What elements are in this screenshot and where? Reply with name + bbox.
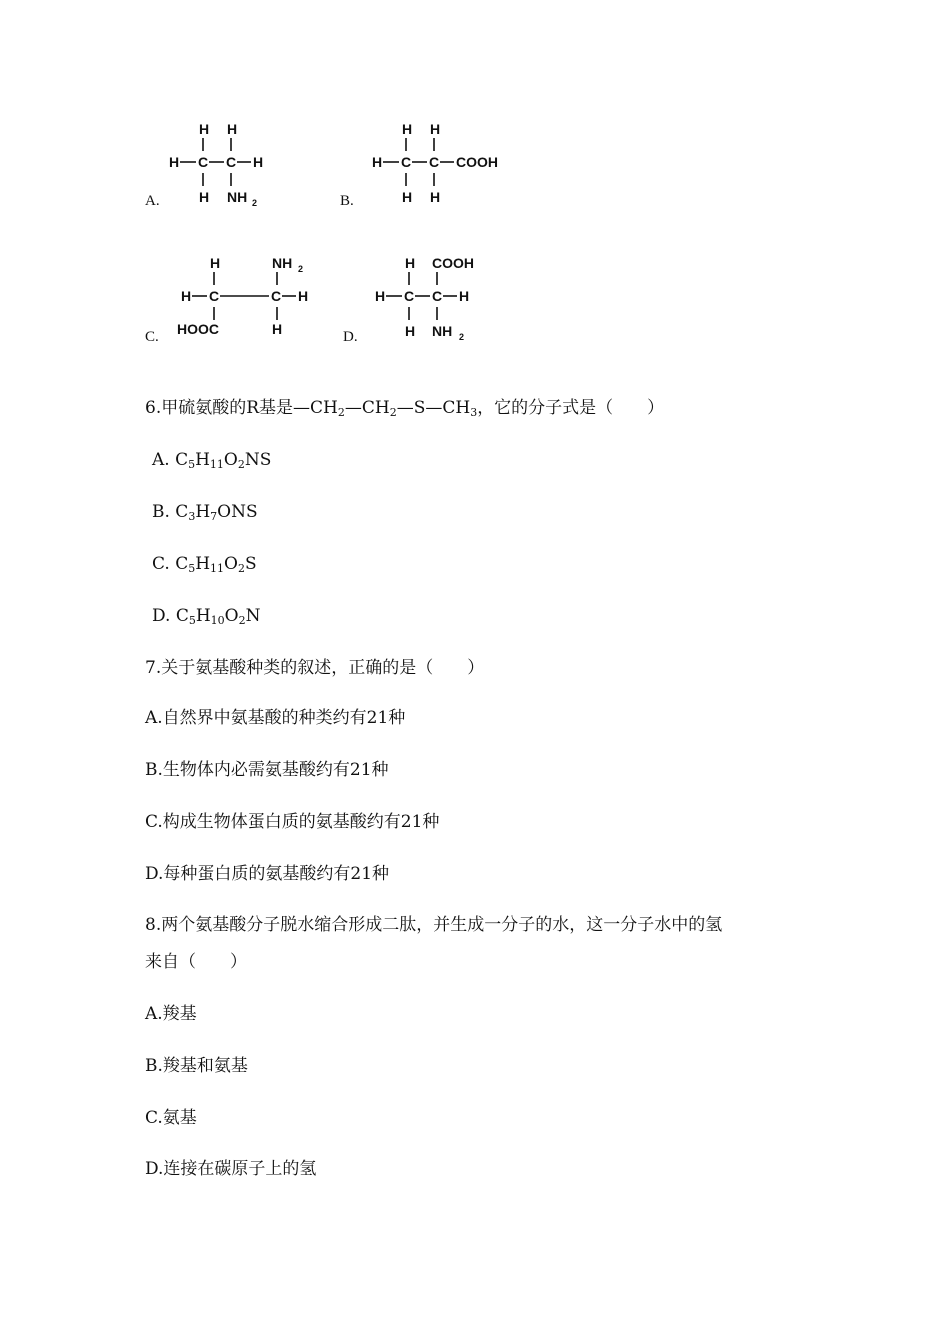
q5-option-c-label: C. bbox=[145, 329, 159, 345]
svg-text:H: H bbox=[272, 321, 283, 337]
svg-text:H: H bbox=[430, 189, 441, 205]
svg-text:C: C bbox=[198, 154, 209, 170]
svg-text:C: C bbox=[209, 288, 220, 304]
svg-text:C: C bbox=[432, 288, 443, 304]
q5-option-d-label: D. bbox=[343, 329, 358, 345]
svg-text:H: H bbox=[298, 288, 309, 304]
q8-stem-line2: 来自（ ） bbox=[145, 952, 247, 972]
svg-text:H: H bbox=[459, 288, 470, 304]
svg-text:C: C bbox=[401, 154, 412, 170]
q8-stem-line1: 8.两个氨基酸分子脱水缩合形成二肽，并生成一分子的水，这一分子水中的氢 bbox=[145, 915, 723, 935]
q5-option-b-label: B. bbox=[340, 193, 354, 209]
q8-option-b: B.羧基和氨基 bbox=[145, 1056, 248, 1076]
svg-text:2: 2 bbox=[252, 198, 258, 208]
svg-text:H: H bbox=[210, 255, 221, 271]
q8-option-a: A.羧基 bbox=[145, 1004, 197, 1024]
svg-text:H: H bbox=[402, 121, 413, 137]
svg-text:H: H bbox=[405, 323, 416, 339]
q7-option-b: B.生物体内必需氨基酸约有21种 bbox=[145, 760, 389, 780]
svg-text:2: 2 bbox=[459, 332, 465, 342]
svg-text:H: H bbox=[405, 255, 416, 271]
svg-text:NH: NH bbox=[227, 189, 248, 205]
q8-option-d: D.连接在碳原子上的氢 bbox=[145, 1159, 317, 1179]
svg-text:H: H bbox=[372, 154, 383, 170]
q7-option-a: A.自然界中氨基酸的种类约有21种 bbox=[145, 708, 406, 728]
svg-text:C: C bbox=[271, 288, 282, 304]
q6-option-b: B. $C_3H_7ONS$ bbox=[152, 502, 258, 523]
q6-option-d: D. $C_5H_{10}O_2N$ bbox=[152, 606, 261, 627]
q5-option-d-structure bbox=[371, 250, 501, 349]
svg-text:H: H bbox=[169, 154, 180, 170]
q6-option-c: C. $C_5H_{11}O_2S$ bbox=[152, 554, 257, 575]
svg-text:H: H bbox=[402, 189, 413, 205]
q5-option-b-structure bbox=[368, 118, 518, 217]
svg-text:NH: NH bbox=[432, 323, 453, 339]
svg-text:NH: NH bbox=[272, 255, 293, 271]
svg-text:H: H bbox=[430, 121, 441, 137]
svg-text:HOOC: HOOC bbox=[177, 321, 219, 337]
q7-option-c: C.构成生物体蛋白质的氨基酸约有21种 bbox=[145, 812, 440, 832]
svg-text:C: C bbox=[404, 288, 415, 304]
svg-text:H: H bbox=[253, 154, 264, 170]
q5-option-c-structure bbox=[175, 250, 325, 349]
svg-text:H: H bbox=[375, 288, 386, 304]
svg-text:COOH: COOH bbox=[432, 255, 474, 271]
q7-stem: 7.关于氨基酸种类的叙述，正确的是（ ） bbox=[145, 658, 485, 678]
svg-text:H: H bbox=[227, 121, 238, 137]
q6-option-a: A. $C_5H_{11}O_2NS$ bbox=[152, 450, 272, 471]
svg-text:H: H bbox=[199, 121, 210, 137]
svg-text:COOH: COOH bbox=[456, 154, 498, 170]
svg-text:2: 2 bbox=[298, 264, 304, 274]
q7-option-d: D.每种蛋白质的氨基酸约有21种 bbox=[145, 864, 390, 884]
q6-stem: 6.甲硫氨酸的R基是$—CH_2—CH_2—S—CH_3$，它的分子式是（ ） bbox=[145, 398, 665, 419]
svg-text:H: H bbox=[199, 189, 210, 205]
svg-text:H: H bbox=[181, 288, 192, 304]
svg-text:C: C bbox=[429, 154, 440, 170]
q5-option-a-label: A. bbox=[145, 193, 160, 209]
q5-option-a-structure bbox=[165, 118, 285, 217]
svg-text:C: C bbox=[226, 154, 237, 170]
q8-option-c: C.氨基 bbox=[145, 1108, 197, 1128]
